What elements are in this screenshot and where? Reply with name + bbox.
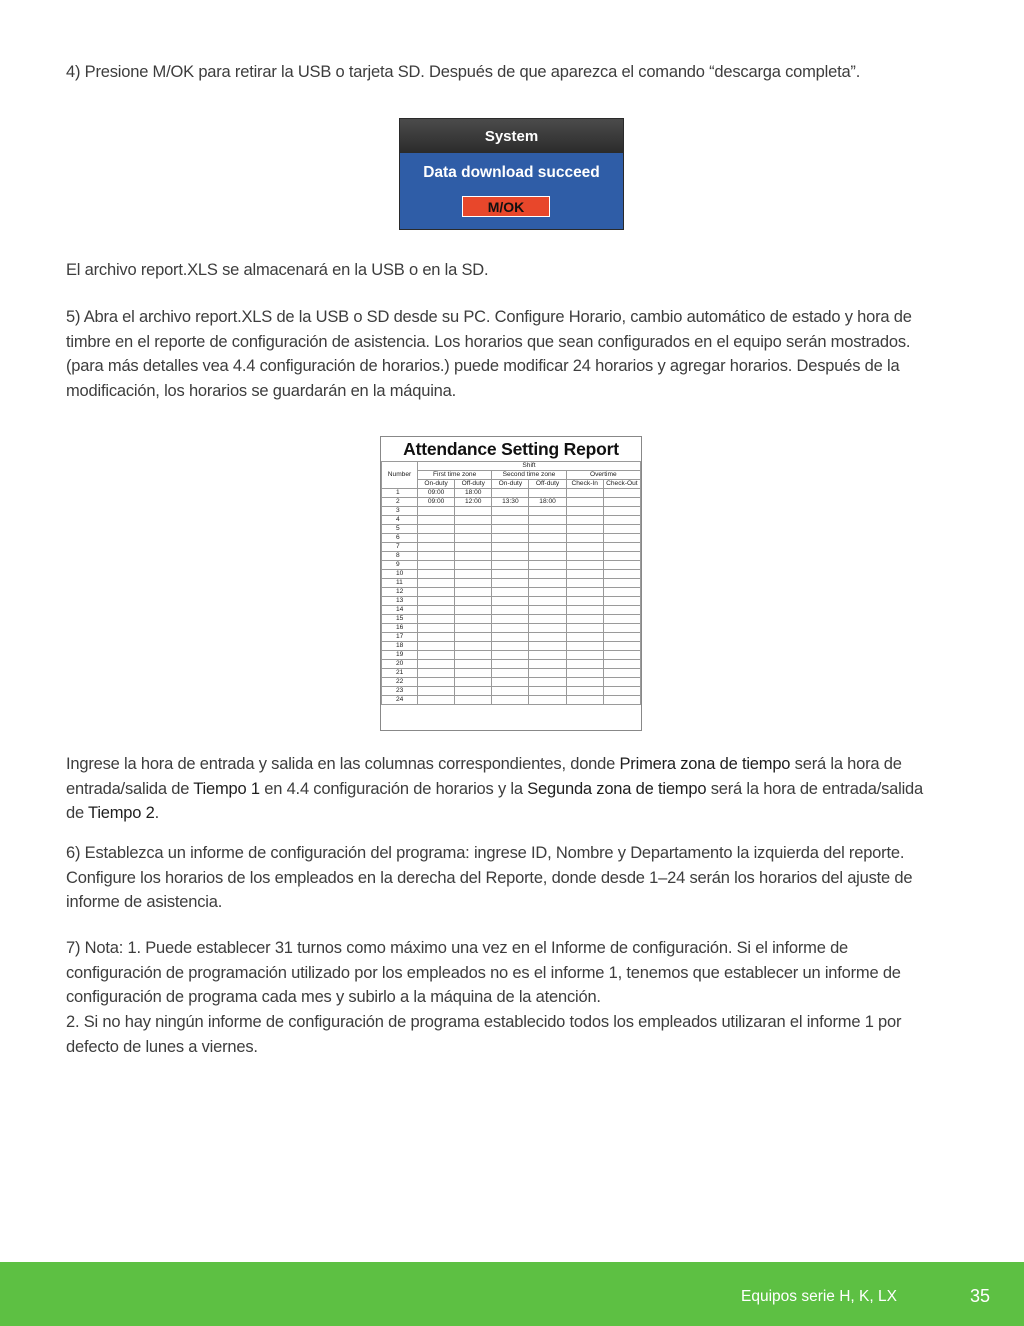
table-cell (603, 570, 640, 579)
subheader: Check-Out (603, 480, 640, 489)
table-cell (529, 687, 566, 696)
table-cell (418, 624, 455, 633)
table-cell (455, 678, 492, 687)
table-cell (492, 669, 529, 678)
table-cell (418, 552, 455, 561)
device-message: Data download succeed (423, 164, 600, 181)
table-cell (418, 561, 455, 570)
table-cell (455, 633, 492, 642)
table-cell (492, 696, 529, 705)
subheader: Off-duty (455, 480, 492, 489)
table-cell (492, 489, 529, 498)
table-cell (603, 687, 640, 696)
row-number: 24 (382, 696, 418, 705)
table-cell (529, 507, 566, 516)
table-cell (492, 570, 529, 579)
table-cell (418, 570, 455, 579)
device-screen-image (399, 118, 624, 230)
table-cell (566, 543, 603, 552)
table-cell (603, 534, 640, 543)
table-cell (418, 669, 455, 678)
table-cell (455, 516, 492, 525)
table-cell (418, 642, 455, 651)
table-cell (529, 642, 566, 651)
table-cell (455, 624, 492, 633)
table-cell: 18:00 (455, 489, 492, 498)
table-cell (603, 588, 640, 597)
table-cell (529, 489, 566, 498)
table-cell (566, 633, 603, 642)
table-cell: 09:00 (418, 489, 455, 498)
table-cell: 12:00 (455, 498, 492, 507)
row-number: 15 (382, 615, 418, 624)
row-number: 21 (382, 669, 418, 678)
row-number: 13 (382, 597, 418, 606)
table-cell (529, 561, 566, 570)
table-row (382, 552, 641, 561)
table-cell (418, 687, 455, 696)
shift-header: Shift (418, 462, 641, 471)
table-row (382, 651, 641, 660)
table-cell (566, 507, 603, 516)
bold-term: Tiempo 1 (193, 779, 260, 798)
row-number: 18 (382, 642, 418, 651)
row-number: 9 (382, 561, 418, 570)
row-number: 16 (382, 624, 418, 633)
table-cell (566, 615, 603, 624)
table-cell (603, 498, 640, 507)
table-row (382, 687, 641, 696)
table-cell (492, 597, 529, 606)
subheader: Off-duty (529, 480, 566, 489)
table-cell (492, 606, 529, 615)
row-number: 10 (382, 570, 418, 579)
step-4-text: 4) Presione M/OK para retirar la USB o tarjeta SD. Después de que aparezca el comando “descarga completa”. (66, 63, 861, 81)
device-ok-button: M/OK (462, 196, 550, 217)
table-row (382, 543, 641, 552)
table-cell (418, 543, 455, 552)
table-cell (566, 651, 603, 660)
table-row (382, 498, 641, 507)
row-number: 7 (382, 543, 418, 552)
table-cell (492, 642, 529, 651)
table-cell (529, 525, 566, 534)
table-cell (566, 552, 603, 561)
table-cell (418, 678, 455, 687)
subheader: On-duty (418, 480, 455, 489)
table-cell (418, 615, 455, 624)
table-cell (455, 534, 492, 543)
table-row (382, 642, 641, 651)
table-cell (603, 669, 640, 678)
table-row (382, 660, 641, 669)
table-cell (603, 633, 640, 642)
table-cell (603, 525, 640, 534)
table-cell (492, 525, 529, 534)
table-cell (418, 525, 455, 534)
bold-term: Segunda zona de tiempo (527, 779, 707, 798)
table-cell (603, 507, 640, 516)
table-row (382, 669, 641, 678)
table-cell (418, 516, 455, 525)
table-cell (492, 624, 529, 633)
table-cell (566, 588, 603, 597)
footer-text: Equipos serie H, K, LX (741, 1288, 897, 1305)
table-cell (455, 543, 492, 552)
table-cell (529, 597, 566, 606)
table-cell (492, 552, 529, 561)
table-cell (603, 543, 640, 552)
table-cell (566, 525, 603, 534)
step-5-text: 5) Abra el archivo report.XLS de la USB o SD desde su PC. Configure Horario, cambio automático de estado y hora de timbre en el reporte de configuración de asistencia. Los horarios que sean configurados en el equipo serán mostrados. (para más detalles vea 4.4 configuración de horarios.) puede modificar 24 horarios y agregar horarios. Después de la modificación, los horarios se guardarán en la máquina. (66, 308, 912, 400)
table-cell (603, 597, 640, 606)
table-cell (566, 534, 603, 543)
table-cell (455, 561, 492, 570)
table-cell (566, 606, 603, 615)
table-cell (455, 660, 492, 669)
table-cell (455, 696, 492, 705)
table-cell (566, 579, 603, 588)
row-number: 5 (382, 525, 418, 534)
table-cell (566, 498, 603, 507)
table-cell (603, 642, 640, 651)
number-header: Number (382, 462, 418, 489)
table-cell (603, 660, 640, 669)
row-number: 8 (382, 552, 418, 561)
row-number: 22 (382, 678, 418, 687)
table-cell (418, 507, 455, 516)
report-table (381, 461, 641, 705)
table-cell (566, 678, 603, 687)
table-cell (529, 534, 566, 543)
table-cell (603, 615, 640, 624)
table-cell (529, 678, 566, 687)
row-number: 17 (382, 633, 418, 642)
step-6-text: 6) Establezca un informe de configuración del programa: ingrese ID, Nombre y Departamento la izquierda del reporte. Configure los horarios de los empleados en la derecha del Reporte, donde desde 1–24 serán los horarios del ajuste de informe de asistencia. (66, 844, 913, 911)
step-7b-text: 2. Si no hay ningún informe de configuración de programa establecido todos los empleados utilizaran el informe 1 por defecto de lunes a viernes. (66, 1013, 902, 1056)
table-cell (603, 579, 640, 588)
attendance-report-image (380, 436, 642, 731)
table-cell (603, 552, 640, 561)
table-cell (566, 696, 603, 705)
table-cell (418, 597, 455, 606)
table-cell (603, 561, 640, 570)
table-cell (455, 615, 492, 624)
table-cell (455, 525, 492, 534)
table-cell (529, 624, 566, 633)
table-row (382, 534, 641, 543)
table-cell (455, 552, 492, 561)
table-cell (492, 660, 529, 669)
table-cell (566, 489, 603, 498)
table-cell (566, 669, 603, 678)
table-cell (603, 516, 640, 525)
table-cell (529, 543, 566, 552)
table-cell (418, 651, 455, 660)
table-cell (529, 579, 566, 588)
group-header: Overtime (566, 471, 640, 480)
table-cell (455, 651, 492, 660)
footer-bar (0, 1262, 1024, 1326)
table-cell (418, 606, 455, 615)
row-number: 12 (382, 588, 418, 597)
table-cell (418, 633, 455, 642)
row-number: 2 (382, 498, 418, 507)
table-cell (492, 543, 529, 552)
table-cell (492, 588, 529, 597)
table-cell (492, 678, 529, 687)
table-row (382, 633, 641, 642)
table-cell (529, 651, 566, 660)
table-cell (603, 696, 640, 705)
report-title: Attendance Setting Report (403, 439, 619, 459)
table-cell (455, 669, 492, 678)
table-cell (492, 516, 529, 525)
stored-note: El archivo report.XLS se almacenará en la USB o en la SD. (66, 261, 489, 279)
table-cell (492, 507, 529, 516)
table-cell (566, 597, 603, 606)
row-number: 3 (382, 507, 418, 516)
row-number: 19 (382, 651, 418, 660)
table-cell (566, 624, 603, 633)
table-row (382, 696, 641, 705)
subheader: On-duty (492, 480, 529, 489)
table-cell (492, 579, 529, 588)
table-cell (529, 606, 566, 615)
table-cell (566, 642, 603, 651)
table-cell (529, 696, 566, 705)
row-number: 11 (382, 579, 418, 588)
table-cell (418, 588, 455, 597)
table-cell (455, 588, 492, 597)
table-cell (455, 642, 492, 651)
table-cell (603, 606, 640, 615)
group-header: First time zone (418, 471, 492, 480)
bold-term: Tiempo 2 (88, 804, 155, 822)
table-row (382, 606, 641, 615)
table-row (382, 570, 641, 579)
table-cell (492, 615, 529, 624)
row-number: 6 (382, 534, 418, 543)
row-number: 14 (382, 606, 418, 615)
row-number: 20 (382, 660, 418, 669)
table-row (382, 624, 641, 633)
table-cell (492, 534, 529, 543)
table-cell (566, 660, 603, 669)
table-cell (529, 660, 566, 669)
table-cell (455, 597, 492, 606)
table-cell (492, 687, 529, 696)
table-row (382, 678, 641, 687)
row-number: 23 (382, 687, 418, 696)
table-cell (492, 633, 529, 642)
table-row (382, 489, 641, 498)
table-row (382, 507, 641, 516)
subheader: Check-In (566, 480, 603, 489)
table-row (382, 561, 641, 570)
table-cell (455, 687, 492, 696)
table-cell (566, 561, 603, 570)
row-number: 4 (382, 516, 418, 525)
table-cell (455, 507, 492, 516)
table-row (382, 525, 641, 534)
table-row (382, 615, 641, 624)
table-cell (603, 651, 640, 660)
table-cell (603, 624, 640, 633)
table-cell (529, 633, 566, 642)
table-cell (566, 516, 603, 525)
table-cell (418, 660, 455, 669)
table-cell (492, 561, 529, 570)
table-cell (492, 651, 529, 660)
bold-term: Primera zona de tiempo (619, 755, 791, 773)
table-cell (529, 669, 566, 678)
table-cell (455, 606, 492, 615)
step-7-text: 7) Nota: 1. Puede establecer 31 turnos como máximo una vez en el Informe de configuración. Si el informe de configuración de programación utilizado por los empleados no es el informe 1, tenemos que establecer un informe de configuración de programa cada mes y subirlo a la máquina de la atención. (66, 939, 901, 1006)
group-header: Second time zone (492, 471, 566, 480)
table-cell (529, 588, 566, 597)
table-cell (455, 570, 492, 579)
table-cell (418, 579, 455, 588)
table-cell (418, 534, 455, 543)
device-title: System (400, 119, 623, 153)
table-row (382, 579, 641, 588)
table-row (382, 588, 641, 597)
table-cell (566, 570, 603, 579)
table-cell (529, 516, 566, 525)
page-number: 35 (970, 1286, 991, 1306)
table-cell (529, 570, 566, 579)
table-cell (566, 687, 603, 696)
table-cell (418, 696, 455, 705)
table-cell (529, 615, 566, 624)
table-cell (529, 552, 566, 561)
entry-instructions: Ingrese la hora de entrada y salida en las columnas correspondientes, donde Primera zona de tiempo será la hora de entrada/salida de Tiempo 1 en 4.4 configuración de horarios y la Segunda zona de tiempo será la hora de entrada/salida de Tiempo 2. (66, 755, 924, 822)
table-cell: 18:00 (529, 498, 566, 507)
table-cell (455, 579, 492, 588)
table-cell: 13:30 (492, 498, 529, 507)
table-cell (603, 678, 640, 687)
table-cell (603, 489, 640, 498)
table-cell: 09:00 (418, 498, 455, 507)
row-number: 1 (382, 489, 418, 498)
table-row (382, 516, 641, 525)
table-row (382, 597, 641, 606)
